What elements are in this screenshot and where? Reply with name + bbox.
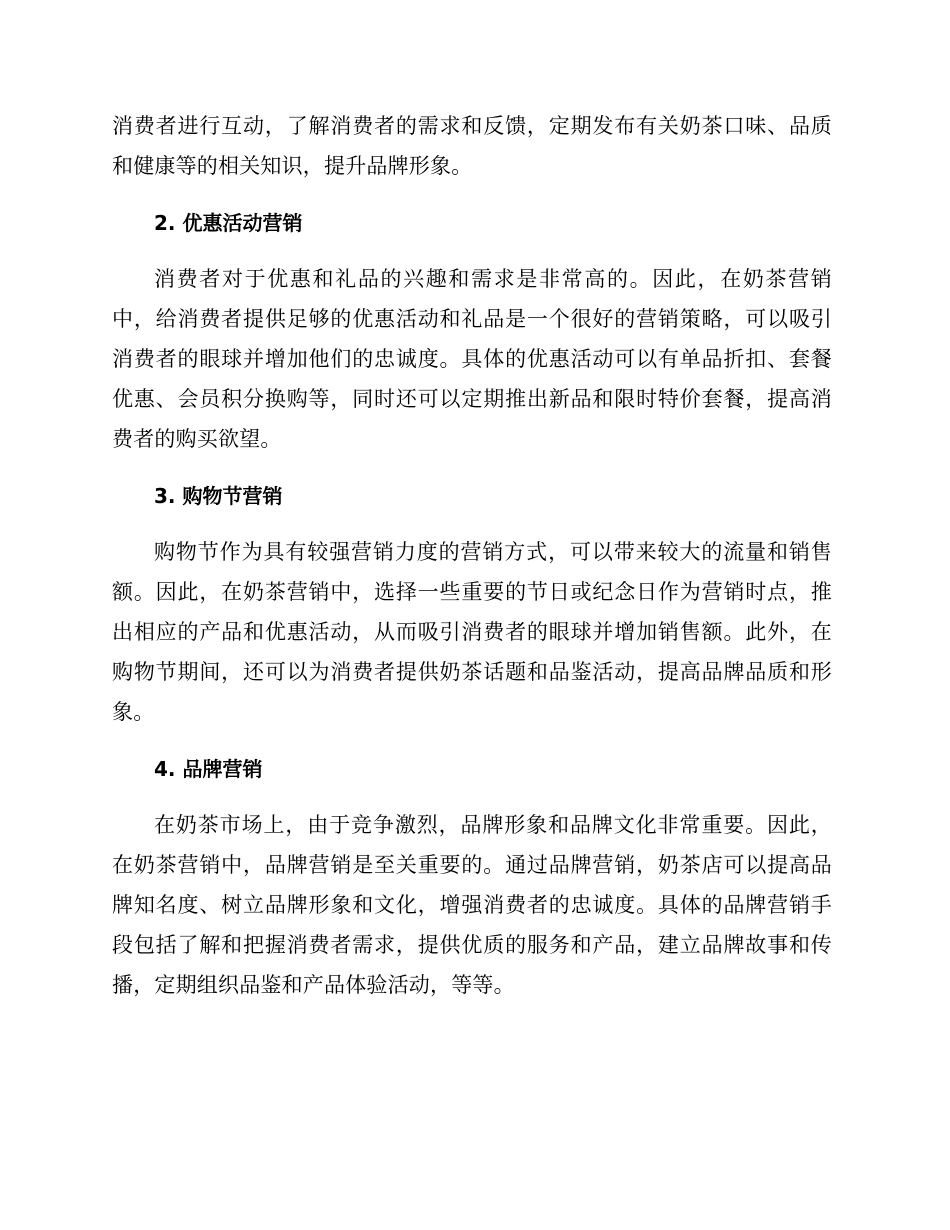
section-heading-brand: 4. 品牌营销 [154, 757, 263, 781]
section-body-brand: 在奶茶市场上，由于竞争激烈，品牌形象和品牌文化非常重要。因此，在奶茶营销中，品牌营销是至关重要的。通过品牌营销，奶茶店可以提高品牌知名度、树立品牌形象和文化，增强消费者的忠诚度。具体的品牌营销手段包括了解和把握消费者需求，提供优质的服务和产品，建立品牌故事和传播，定期组织品鉴和产品体验活动，等等。 [112, 813, 832, 997]
section-body-shopping-festival: 购物节作为具有较强营销力度的营销方式，可以带来较大的流量和销售额。因此，在奶茶营销中，选择一些重要的节日或纪念日作为营销时点，推出相应的产品和优惠活动，从而吸引消费者的眼球并增加销售额。此外，在购物节期间，还可以为消费者提供奶茶话题和品鉴活动，提高品牌品质和形象。 [112, 540, 832, 724]
section-heading-shopping-festival: 3. 购物节营销 [154, 484, 283, 508]
continuation-paragraph: 消费者进行互动，了解消费者的需求和反馈，定期发布有关奶茶口味、品质和健康等的相关知识，提升品牌形象。 [112, 114, 832, 178]
section-body-promotions: 消费者对于优惠和礼品的兴趣和需求是非常高的。因此，在奶茶营销中，给消费者提供足够的优惠活动和礼品是一个很好的营销策略，可以吸引消费者的眼球并增加他们的忠诚度。具体的优惠活动可以有单品折扣、套餐优惠、会员积分换购等，同时还可以定期推出新品和限时特价套餐，提高消费者的购买欲望。 [112, 267, 832, 451]
section-heading-promotions: 2. 优惠活动营销 [154, 211, 303, 235]
document-page [112, 106, 832, 1005]
